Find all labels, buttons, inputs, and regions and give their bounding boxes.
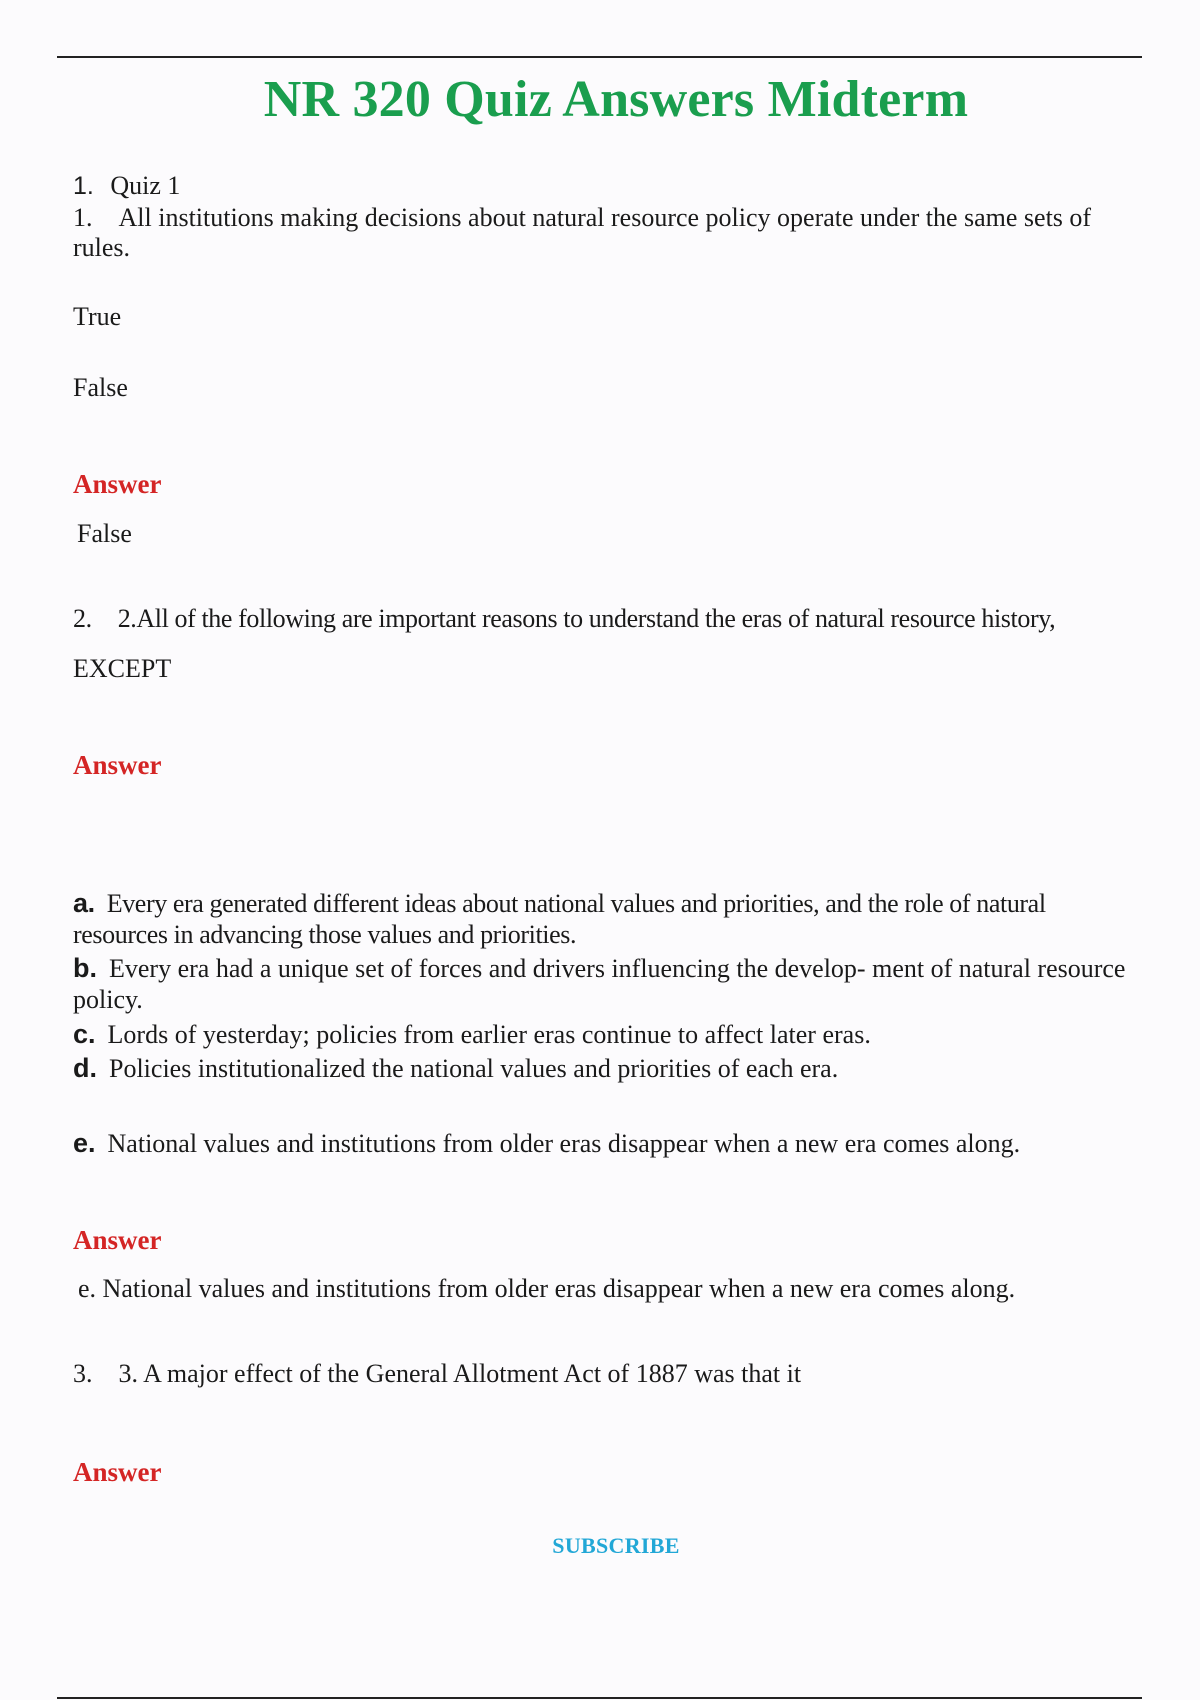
- quiz-header: [73, 170, 180, 202]
- q2-choice-d: [73, 1053, 1143, 1084]
- subscribe-link[interactable]: SUBSCRIBE: [552, 1533, 680, 1558]
- q2-answer-value: e. National values and institutions from older eras disappear when a new era comes along.: [78, 1274, 1016, 1303]
- question-2-number: 2.: [73, 604, 92, 633]
- document-title: NR 320 Quiz Answers Midterm: [263, 71, 969, 128]
- q2-choice-e-text: National values and institutions from older eras disappear when a new era comes along.: [107, 1129, 1021, 1158]
- q2-choice-c-text: Lords of yesterday; policies from earlier eras continue to affect later eras.: [107, 1020, 871, 1049]
- q2-choice-c: [73, 1019, 1143, 1050]
- question-3: [73, 1358, 801, 1389]
- q2-choice-a-letter: a.: [73, 888, 95, 918]
- q2-choice-a: [73, 888, 1143, 950]
- top-rule: [57, 56, 1142, 58]
- question-2-text: 2.All of the following are important reasons to understand the eras of natural resource history,: [117, 604, 1056, 633]
- bottom-rule: [57, 1697, 1142, 1699]
- question-1-number: 1.: [73, 203, 93, 232]
- q3-answer-label: Answer: [73, 1457, 162, 1487]
- q2-choice-b-letter: b.: [73, 953, 97, 983]
- question-2-text-line2: EXCEPT: [73, 654, 172, 683]
- question-1: [73, 203, 1143, 263]
- q2-choice-d-letter: d.: [73, 1053, 97, 1083]
- q1-answer-value: False: [77, 519, 132, 548]
- q2-choice-e: [73, 1128, 1143, 1159]
- q2-choice-d-text: Policies institutionalized the national values and priorities of each era.: [109, 1054, 839, 1083]
- q2-choice-b: [73, 953, 1143, 1015]
- question-3-text: 3. A major effect of the General Allotment Act of 1887 was that it: [118, 1359, 802, 1388]
- question-3-number: 3.: [73, 1359, 93, 1388]
- q2-answer-label: Answer: [73, 750, 162, 780]
- question-2: [73, 603, 1055, 634]
- question-1-text: All institutions making decisions about natural resource policy operate under the same sets of rules.: [73, 203, 1092, 262]
- q2-choice-b-text: Every era had a unique set of forces and drivers influencing the develop- ment of natural resource policy.: [73, 954, 1126, 1014]
- q2-choice-a-text: Every era generated different ideas about national values and priorities, and the role of natural resources in advancing those values and priorities.: [73, 889, 1046, 949]
- q2-choice-e-letter: e.: [73, 1128, 96, 1158]
- q1-option-false: False: [73, 373, 128, 402]
- quiz-header-number: 1.: [73, 172, 94, 200]
- q1-answer-label: Answer: [73, 469, 162, 499]
- q2-choice-c-letter: c.: [73, 1019, 96, 1049]
- q2-answer-label-2: Answer: [73, 1225, 162, 1255]
- q1-option-true: True: [73, 302, 122, 331]
- quiz-header-text: Quiz 1: [110, 171, 181, 200]
